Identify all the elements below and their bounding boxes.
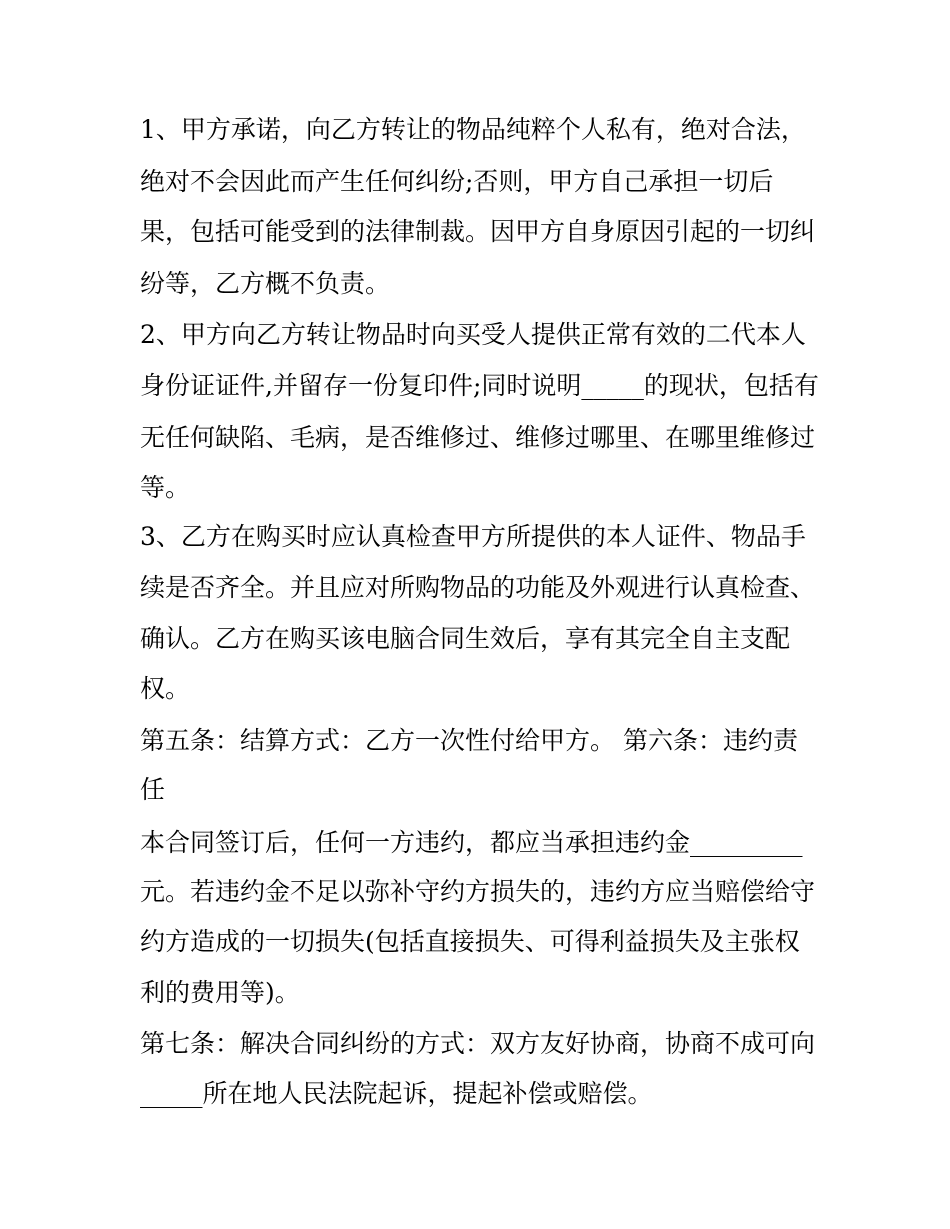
- text-line: 等。: [140, 473, 191, 502]
- text-line: 2、甲方向乙方转让物品时向买受人提供正常有效的二代本人: [140, 320, 806, 349]
- text-line: 无任何缺陷、毛病，是否维修过、维修过哪里、在哪里维修过: [140, 423, 816, 452]
- text-line: 约方造成的一切损失(包括直接损失、可得利益损失及主张权: [140, 927, 800, 956]
- text-line: 本合同签订后，任何一方违约，都应当承担违约金_________: [140, 828, 803, 857]
- text-line: 果，包括可能受到的法律制裁。因甲方自身原因引起的一切纠: [140, 217, 816, 246]
- text-line: 身份证证件,并留存一份复印件;同时说明_____的现状，包括有: [140, 371, 819, 400]
- text-line: 第七条：解决合同纠纷的方式：双方友好协商，协商不成可向: [140, 1029, 816, 1058]
- text-line: 元。若违约金不足以弥补守约方损失的，违约方应当赔偿给守: [140, 877, 816, 906]
- text-line: 权。: [140, 674, 191, 703]
- text-line: 1、甲方承诺，向乙方转让的物品纯粹个人私有，绝对合法，: [140, 115, 806, 144]
- text-line: _____所在地人民法院起诉，提起补偿或赔偿。: [140, 1079, 653, 1108]
- text-line: 纷等，乙方概不负责。: [140, 269, 391, 298]
- text-line: 任: [140, 775, 166, 804]
- text-line: 绝对不会因此而产生任何纠纷;否则，甲方自己承担一切后: [140, 167, 774, 196]
- text-line: 第五条：结算方式：乙方一次性付给甲方。 第六条：违约责: [140, 726, 798, 755]
- text-line: 续是否齐全。并且应对所购物品的功能及外观进行认真检查、: [140, 573, 816, 602]
- text-line: 利的费用等)。: [140, 978, 300, 1007]
- text-line: 3、乙方在购买时应认真检查甲方所提供的本人证件、物品手: [140, 522, 806, 551]
- text-line: 确认。乙方在购买该电脑合同生效后，享有其完全自主支配: [140, 624, 791, 653]
